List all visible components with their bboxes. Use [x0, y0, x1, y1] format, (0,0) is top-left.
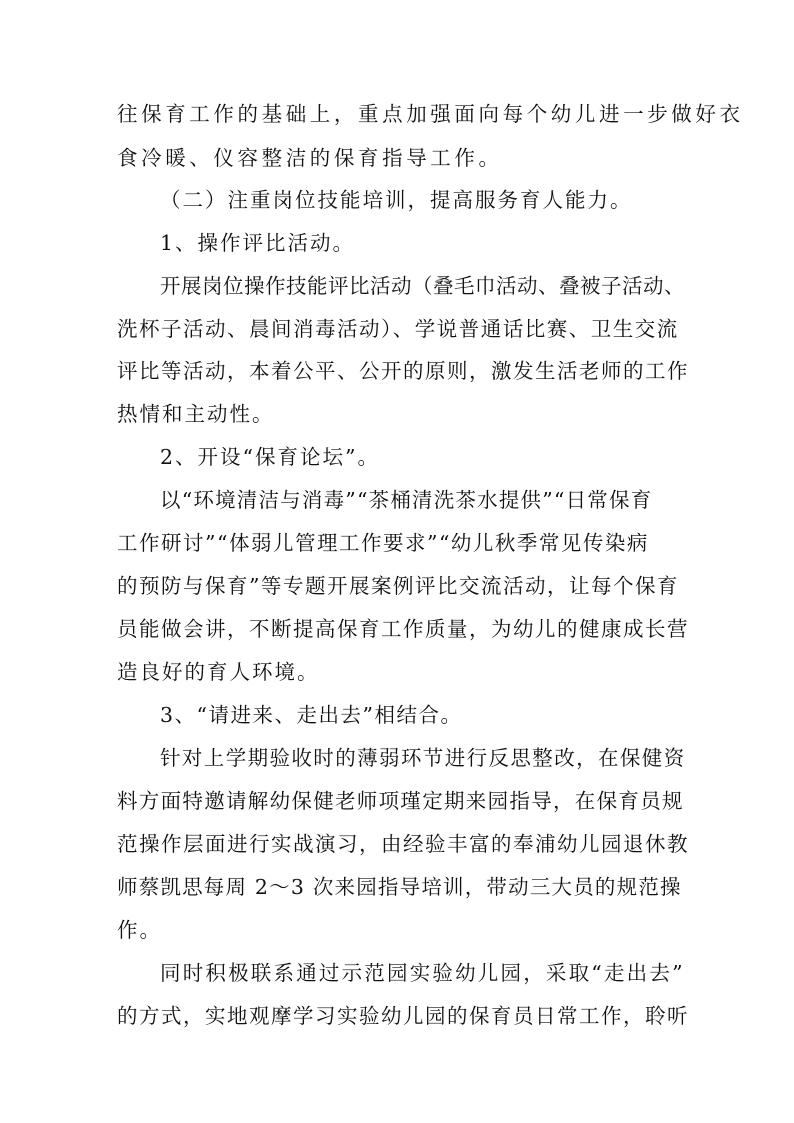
subsection-heading: 1、操作评比活动。	[160, 231, 356, 255]
paragraph-line: 料方面特邀请解幼保健老师项瑾定期来园指导，在保育员规	[117, 789, 684, 813]
paragraph-line: 作。	[117, 918, 162, 942]
paragraph-line: 以“环境清洁与消毒”“茶桶清洗茶水提供”“日常保育	[160, 488, 653, 512]
paragraph-line: 热情和主动性。	[117, 402, 275, 426]
paragraph-line: 针对上学期验收时的薄弱环节进行反思整改，在保健资	[160, 746, 686, 770]
paragraph-line: 同时积极联系通过示范园实验幼儿园，采取“走出去”	[160, 961, 685, 985]
paragraph-line: 师蔡凯思每周 2～3 次来园指导培训，带动三大员的规范操	[117, 875, 682, 899]
paragraph-line: 造良好的育人环境。	[117, 660, 320, 684]
paragraph-line: 的方式，实地观摩学习实验幼儿园的保育员日常工作，聆听	[117, 1004, 689, 1028]
paragraph-line: 评比等活动，本着公平、公开的原则，激发生活老师的工作	[117, 359, 689, 383]
paragraph-line: 范操作层面进行实战演习，由经验丰富的奉浦幼儿园退休教	[117, 832, 689, 856]
subsection-heading: 3、“请进来、走出去”相结合。	[160, 703, 463, 727]
paragraph-line: 员能做会讲，不断提高保育工作质量，为幼儿的健康成长营	[117, 617, 689, 641]
paragraph-line: 洗杯子活动、晨间消毒活动）、学说普通话比赛、卫生交流	[117, 317, 679, 341]
paragraph-line: 的预防与保育”等专题开展案例评比交流活动，让每个保育	[117, 574, 679, 598]
paragraph-line: 往保育工作的基础上，重点加强面向每个幼儿进一步做好衣	[117, 102, 744, 126]
paragraph-line: 食冷暖、仪容整洁的保育指导工作。	[117, 146, 503, 170]
subsection-heading: 2、开设“保育论坛”。	[160, 445, 381, 469]
paragraph-line: 工作研讨”“体弱儿管理工作要求”“幼儿秋季常见传染病	[117, 531, 649, 555]
paragraph-line: 开展岗位操作技能评比活动（叠毛巾活动、叠被子活动、	[160, 274, 685, 298]
section-heading: （二）注重岗位技能培训，提高服务育人能力。	[160, 188, 633, 212]
